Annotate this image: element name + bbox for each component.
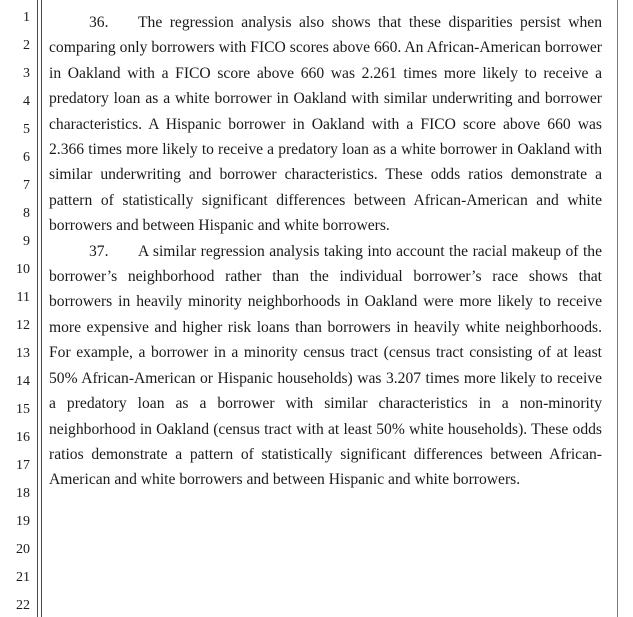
line-number: 3	[23, 66, 30, 81]
line-number: 17	[16, 458, 30, 473]
line-number: 5	[23, 122, 30, 137]
line-number: 7	[23, 178, 30, 193]
line-number: 11	[16, 290, 30, 305]
line-number: 14	[16, 374, 30, 389]
left-margin-rule-inner	[41, 0, 42, 617]
line-number: 8	[23, 206, 30, 221]
line-number: 20	[16, 542, 30, 557]
line-number: 9	[23, 234, 30, 249]
document-body	[49, 10, 602, 493]
line-number: 16	[16, 430, 30, 445]
line-number: 12	[16, 318, 30, 333]
line-number: 18	[16, 486, 30, 501]
line-number: 13	[16, 346, 30, 361]
right-margin-rule	[617, 0, 618, 617]
paragraph-36	[49, 10, 602, 239]
line-number: 2	[23, 38, 30, 53]
line-number: 10	[16, 262, 30, 277]
paragraph-number: 37.	[89, 242, 109, 260]
paragraph-37	[49, 239, 602, 493]
line-number: 19	[16, 514, 30, 529]
left-margin-rule	[37, 0, 38, 617]
line-number: 15	[16, 402, 30, 417]
paragraph-text: A similar regression analysis taking into account the racial makeup of the borrower’s neighborhood rather than the individual borrower’s race shows that borrowers in heavily minority neighborhoods in Oakland were more likely to receive more expensive and higher risk loans than borrowers in heavily white neighborhoods. For example, a borrower in a minority census tract (census tract consisting of at least 50% African-American or Hispanic households) was 3.207 times more likely to receive a predatory loan as a borrower with similar characteristics in a non-minority neighborhood in Oakland (census tract with at least 50% white households). These odds ratios demonstrate a pattern of statistically significant differences between African-American and white borrowers and between Hispanic and white borrowers.	[49, 242, 602, 489]
line-number: 21	[16, 570, 30, 585]
line-number: 1	[23, 10, 30, 25]
line-number: 22	[16, 598, 30, 613]
paragraph-text: The regression analysis also shows that these disparities persist when comparing only borrowers with FICO scores above 660. An African-American borrower in Oakland with a FICO score above 660 was 2.261 times more likely to receive a predatory loan as a white borrower in Oakland with similar underwriting and borrower characteristics. A Hispanic borrower in Oakland with a FICO score above 660 was 2.366 times more likely to receive a predatory loan as a white borrower in Oakland with similar underwriting and borrower characteristics. These odds ratios demonstrate a pattern of statistically significant differences between African-American and white borrowers and between Hispanic and white borrowers.	[49, 14, 602, 235]
line-number: 4	[23, 94, 30, 109]
line-number: 6	[23, 150, 30, 165]
paragraph-number: 36.	[89, 14, 109, 31]
